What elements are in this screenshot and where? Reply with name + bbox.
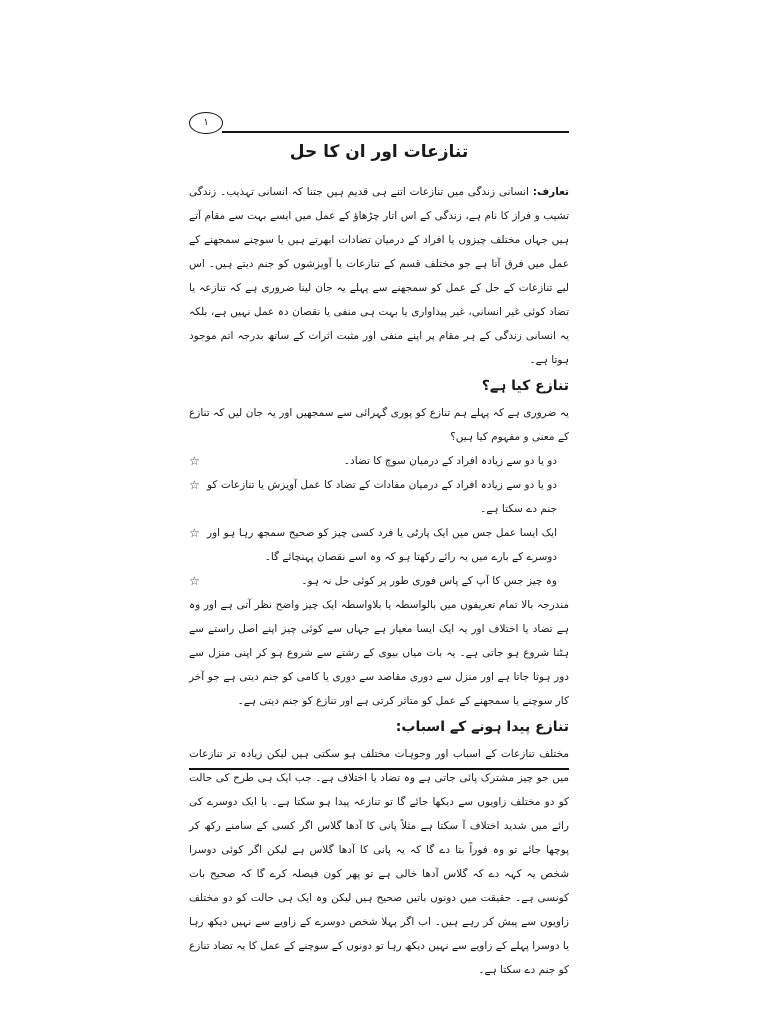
intro-text: انسانی زندگی میں تنازعات اتنے ہی قدیم ہیں جتنا کہ انسانی تہذیب۔ زندگی تشیب و فراز کا نام ہے، زندگی کے اس اتار چڑھاؤ کے عمل میں ایسے بہت سے مقام آتے ہیں جہاں مختلف چیزوں یا افراد کے درمیان تضادات ابھرتے ہیں یا سوچنے سمجھنے کے عمل میں فرق آتا ہے جو مختلف قسم کے تنازعات یا آویزشوں کو جنم دیتے ہیں۔ اس لیے تنازعات کے حل کے عمل کو سمجھنے سے پہلے یہ جان لینا ضروری ہے کہ تنازعہ یا تضاد کوئی غیر انسانی، غیر پیداواری یا بہت ہی منفی یا نقصان دہ عمل نہیں ہے، بلکہ یہ انسانی زندگی کے ہر مقام پر اپنے منفی اور مثبت اثرات کے ساتھ بدرجہ اتم موجود ہوتا ہے۔	[189, 186, 569, 366]
list-item	[189, 449, 557, 473]
star-bullet-icon: ☆	[189, 478, 200, 492]
page-number-badge	[189, 112, 223, 134]
list-item-text: ایک ایسا عمل جس میں ایک پارٹی یا فرد کسی چیز کو صحیح سمجھ رہا ہو اور دوسرے کے بارے میں یہ رائے رکھتا ہو کہ وہ اسے نقصان پہنچائے گا۔	[207, 527, 557, 563]
section2-paragraph: مختلف تنازعات کے اسباب اور وجوہات مختلف ہو سکتی ہیں لیکن زیادہ تر تنازعات میں جو چیز مشترک پائی جاتی ہے وہ تضاد یا اختلاف ہے۔ جب ایک ہی طرح کی حالت کو دو مختلف زاویوں سے دیکھا جائے گا تو تنازعہ پیدا ہو سکتا ہے۔ یا ایک دوسرے کی رائے میں شدید اختلاف آ سکتا ہے مثلاً پانی کا آدھا گلاس اگر کسی کے سامنے رکھ کر پوچھا جائے تو وہ فوراً بتا دے گا کہ یہ پانی کا آدھا گلاس ہے لیکن اگر کوئی دوسرا شخص یہ کہہ دے کہ گلاس آدھا خالی ہے تو پھر کون فیصلہ کرے گا کہ صحیح بات کونسی ہے۔ حقیقت میں دونوں باتیں صحیح ہیں لیکن وہ ایک ہی حالت کو دو مختلف زاویوں سے پیش کر رہے ہیں۔ اب اگر پہلا شخص دوسرے کے زاویے سے نہیں دیکھ رہا یا دوسرا پہلے کے زاویے سے نہیں دیکھ رہا تو دونوں کے سوچنے کے عمل کا یہ تضاد تنازع کو جنم دے سکتا ہے۔	[189, 748, 569, 976]
page-content	[189, 180, 569, 982]
section-heading-what-is-conflict: تنازع کیا ہے؟	[481, 378, 569, 394]
page-number: ۱	[203, 117, 209, 128]
list-item	[189, 521, 557, 569]
header-rule	[222, 131, 569, 133]
star-bullet-icon: ☆	[189, 526, 200, 540]
star-bullet-icon: ☆	[189, 574, 200, 588]
star-bullet-icon: ☆	[189, 454, 200, 468]
list-item-text: دو یا دو سے زیادہ افراد کے درمیان سوچ کا تضاد۔	[343, 455, 557, 467]
page-title: تنازعات اور ان کا حل	[289, 142, 469, 162]
list-item	[189, 473, 557, 521]
definitions-list	[189, 449, 569, 593]
list-item-text: دو یا دو سے زیادہ افراد کے درمیان مفادات کے تضاد کا عمل آویزش یا تنازعات کو جنم دے سکتا ہے۔	[207, 479, 557, 515]
section1-intro: یہ ضروری ہے کہ پہلے ہم تنازع کو پوری گہرائی سے سمجھیں اور یہ جان لیں کہ تنازع کے معنی و مفہوم کیا ہیں؟	[189, 407, 569, 443]
section-heading-causes: تنازع پیدا ہونے کے اسباب:	[395, 719, 569, 735]
footer-rule	[189, 768, 569, 770]
section1-closing: مندرجہ بالا تمام تعریفوں میں بالواسطہ یا بلاواسطہ ایک چیز واضح نظر آتی ہے اور وہ ہے تضاد یا اختلاف اور یہ ایک ایسا معیار ہے جہاں سے کوئی چیز اپنے اصل راستے سے ہٹنا شروع ہو جاتی ہے۔ یہ بات میاں بیوی کے رشتے سے شروع ہو کر اپنی منزل سے دور ہوتا جاتا ہے اور منزل سے دوری مقاصد سے دوری یا کامی کو جنم دیتی ہے جو آخر کار سوچنے یا سمجھنے کے عمل کو متاثر کرتی ہے اور تنازع کو جنم دیتی ہے۔	[189, 599, 569, 707]
intro-label: تعارف:	[532, 186, 570, 198]
list-item-text: وہ چیز جس کا آپ کے پاس فوری طور پر کوئی حل نہ ہو۔	[301, 575, 557, 587]
intro-paragraph	[189, 180, 569, 372]
list-item	[189, 569, 557, 593]
